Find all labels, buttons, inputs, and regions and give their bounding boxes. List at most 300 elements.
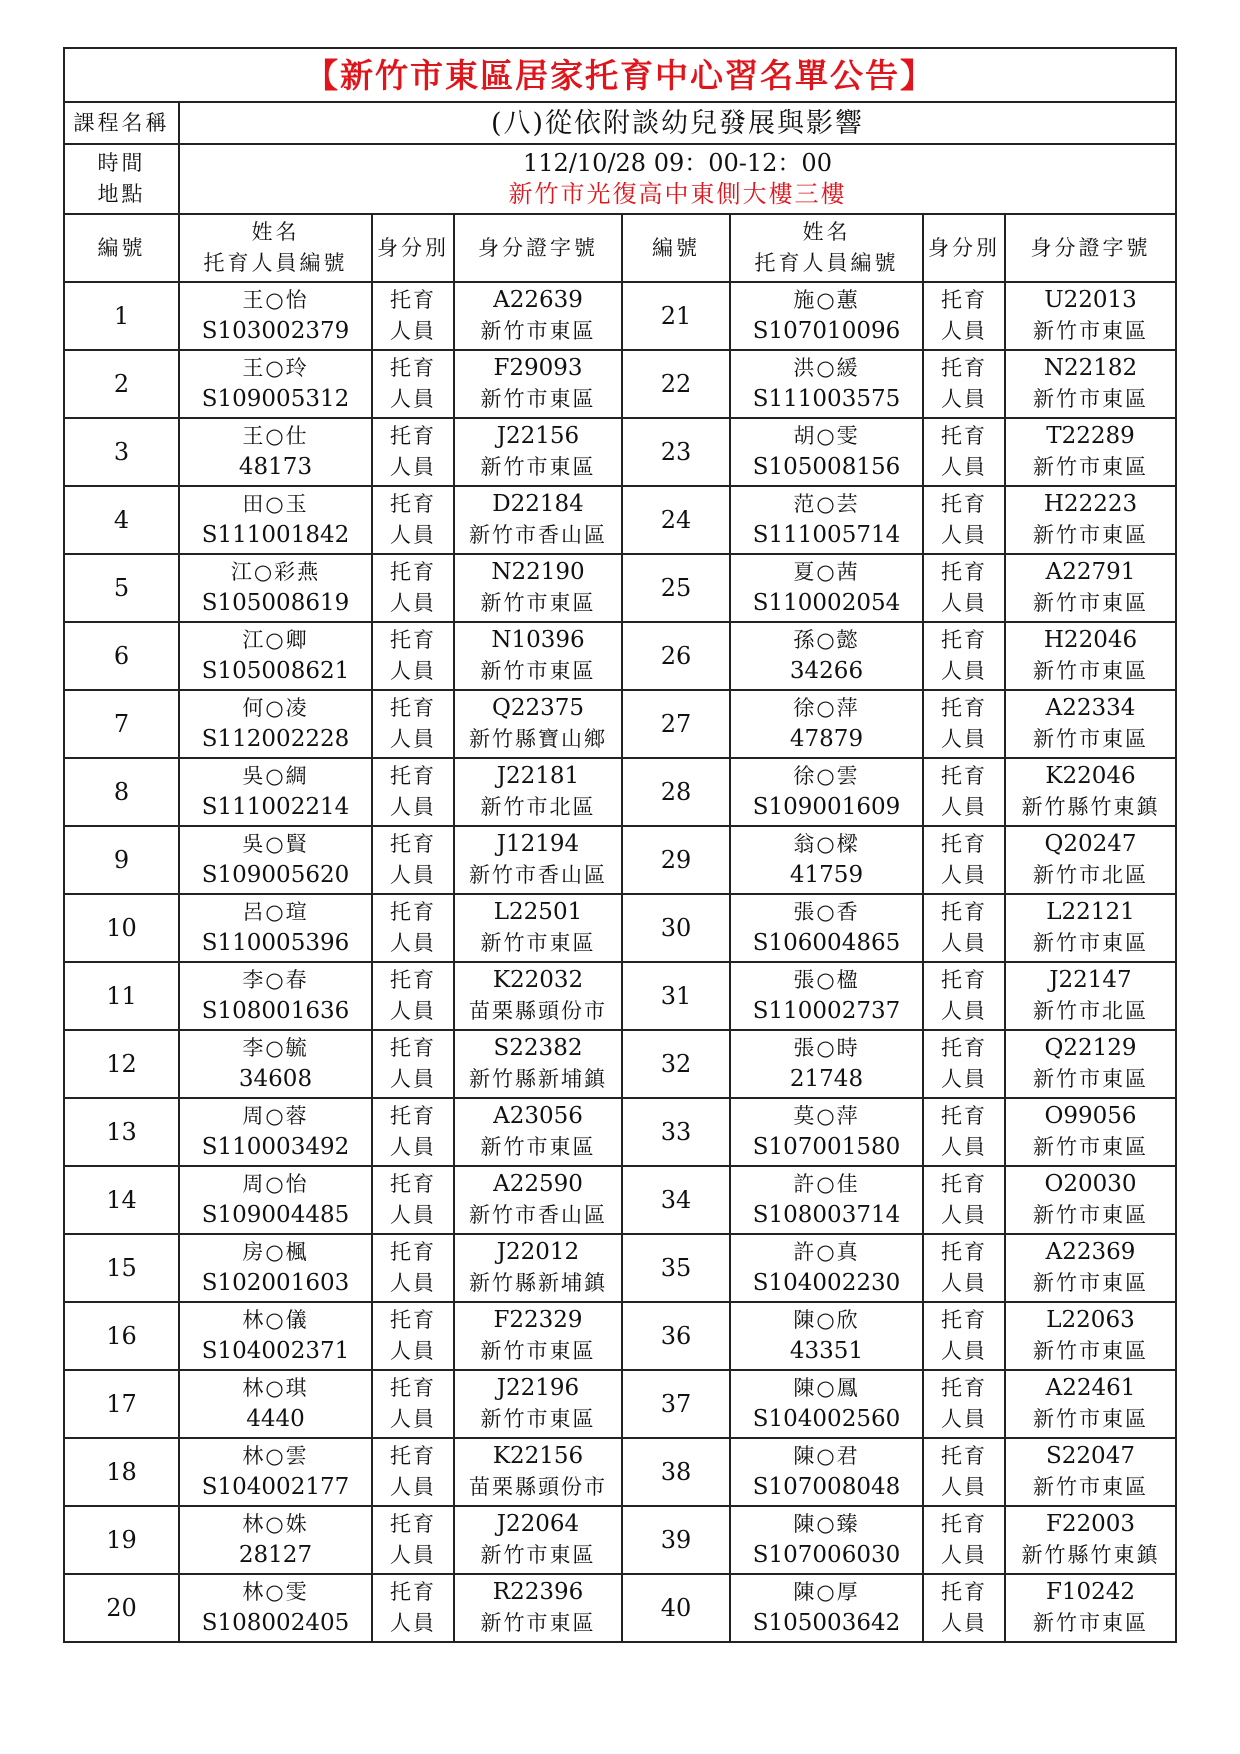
entry-name: 陳○君	[793, 1444, 860, 1468]
entry-number: 36	[622, 1302, 730, 1370]
entry-name-cell	[730, 962, 923, 1030]
entry-id-cell	[1005, 1234, 1176, 1302]
entry-identity-cell	[372, 1370, 454, 1438]
table-row	[64, 690, 1176, 758]
entry-name: 張○楹	[793, 968, 860, 992]
entry-name: 江○卿	[242, 628, 309, 652]
entry-id-cell	[1005, 554, 1176, 622]
entry-identity: 人員	[390, 863, 436, 887]
entry-id-no: H22046	[1043, 627, 1138, 653]
entry-area: 新竹縣竹東鎮	[1021, 1543, 1160, 1567]
entry-staff-code: S107008048	[752, 1474, 901, 1500]
entry-staff-code: S104002177	[201, 1474, 350, 1500]
entry-staff-code: S109005620	[201, 862, 350, 888]
entry-id-cell	[454, 690, 622, 758]
entry-identity: 人員	[390, 1339, 436, 1363]
entry-identity: 托育	[390, 492, 436, 516]
entry-name-cell	[730, 1302, 923, 1370]
entry-number: 38	[622, 1438, 730, 1506]
entry-name: 陳○鳳	[793, 1376, 860, 1400]
entry-id-cell	[1005, 1574, 1176, 1642]
entry-identity: 托育	[390, 1172, 436, 1196]
entry-id-cell	[1005, 826, 1176, 894]
entry-area: 苗栗縣頭份市	[469, 1475, 607, 1499]
entry-name-cell	[179, 690, 372, 758]
entry-name: 張○香	[793, 900, 860, 924]
entry-area: 新竹市東區	[1033, 319, 1148, 343]
entry-staff-code: S111005714	[752, 522, 901, 548]
entry-area: 新竹市東區	[480, 1543, 596, 1567]
entry-staff-code: S104002371	[201, 1338, 350, 1364]
table-row	[64, 1438, 1176, 1506]
table-row	[64, 622, 1176, 690]
entry-identity-cell	[923, 758, 1005, 826]
entry-area: 新竹縣新埔鎮	[469, 1271, 607, 1295]
entry-id-cell	[1005, 486, 1176, 554]
entry-number: 30	[622, 894, 730, 962]
entry-area: 新竹市東區	[480, 659, 596, 683]
entry-number: 18	[64, 1438, 179, 1506]
entry-area: 苗栗縣頭份市	[469, 999, 607, 1023]
entry-id-no: Q22129	[1044, 1035, 1137, 1061]
entry-id-no: A22791	[1045, 559, 1136, 585]
entry-id-cell	[454, 350, 622, 418]
entry-id-no: A22590	[493, 1171, 583, 1197]
entry-identity-cell	[923, 894, 1005, 962]
entry-name-cell	[730, 350, 923, 418]
entry-identity: 托育	[390, 1036, 436, 1060]
entry-name-cell	[179, 486, 372, 554]
entry-identity: 托育	[390, 1104, 436, 1128]
entry-identity-cell	[923, 1438, 1005, 1506]
entry-name-cell	[179, 1166, 372, 1234]
entry-area: 新竹縣竹東鎮	[1021, 795, 1160, 819]
entry-id-no: J22196	[496, 1375, 580, 1401]
entry-number: 37	[622, 1370, 730, 1438]
entry-identity: 托育	[941, 1240, 987, 1264]
entry-identity-cell	[923, 486, 1005, 554]
table-row	[64, 554, 1176, 622]
entry-id-no: F22329	[493, 1307, 583, 1333]
entry-identity-cell	[372, 962, 454, 1030]
entry-area: 新竹市香山區	[469, 863, 607, 887]
entry-id-cell	[1005, 962, 1176, 1030]
entry-name: 莫○萍	[793, 1104, 860, 1128]
entry-number: 8	[64, 758, 179, 826]
entry-name-cell	[730, 758, 923, 826]
entry-name-cell	[179, 894, 372, 962]
entry-name: 呂○瑄	[242, 900, 309, 924]
header-identity: 身分別	[923, 214, 1005, 282]
entry-identity: 人員	[941, 319, 987, 343]
entry-staff-code: S112002228	[201, 726, 350, 752]
entry-id-cell	[454, 282, 622, 350]
entry-staff-code: S105003642	[752, 1610, 901, 1636]
table-row	[64, 282, 1176, 350]
entry-area: 新竹市東區	[480, 591, 596, 615]
entry-id-no: N10396	[491, 627, 585, 653]
entry-identity: 托育	[941, 1308, 987, 1332]
entry-name-cell	[179, 282, 372, 350]
entry-identity-cell	[372, 894, 454, 962]
entry-area: 新竹市東區	[1033, 1067, 1148, 1091]
entry-id-cell	[1005, 1098, 1176, 1166]
table-row	[64, 1030, 1176, 1098]
entry-name-cell	[730, 826, 923, 894]
table-row	[64, 758, 1176, 826]
entry-staff-code: S108001636	[201, 998, 350, 1024]
entry-id-cell	[454, 894, 622, 962]
entry-id-no: L22501	[493, 899, 583, 925]
entry-id-no: N22182	[1043, 355, 1138, 381]
entry-staff-code: 47879	[789, 726, 864, 752]
entry-identity: 人員	[390, 591, 436, 615]
entry-staff-code: S105008621	[201, 658, 350, 684]
entry-number: 40	[622, 1574, 730, 1642]
entry-id-no: K22032	[492, 967, 584, 993]
entry-area: 新竹市東區	[1033, 1407, 1148, 1431]
entry-name: 施○蕙	[793, 288, 860, 312]
entry-staff-code: S109005312	[201, 386, 350, 412]
entry-number: 6	[64, 622, 179, 690]
entry-id-no: S22047	[1046, 1443, 1135, 1469]
entry-identity: 托育	[390, 696, 436, 720]
entry-identity: 人員	[941, 591, 987, 615]
page-title: 【新竹市東區居家托育中心習名單公告】	[64, 48, 1176, 102]
entry-name: 吳○賢	[242, 832, 309, 856]
entry-id-no: L22121	[1046, 899, 1135, 925]
entry-id-cell	[1005, 418, 1176, 486]
entry-name-cell	[730, 1098, 923, 1166]
entry-name-cell	[730, 1506, 923, 1574]
entry-number: 25	[622, 554, 730, 622]
entry-staff-code: S110002054	[752, 590, 901, 616]
entry-identity-cell	[372, 1506, 454, 1574]
entry-id-cell	[1005, 1302, 1176, 1370]
entry-name-cell	[730, 1234, 923, 1302]
entry-identity: 人員	[390, 727, 436, 751]
entry-name: 江○彩燕	[230, 560, 321, 584]
entry-area: 新竹市東區	[480, 1339, 596, 1363]
entry-name: 田○玉	[242, 492, 309, 516]
entry-name: 許○佳	[793, 1172, 860, 1196]
entry-identity: 托育	[390, 764, 436, 788]
entry-staff-code: 4440	[246, 1406, 305, 1432]
entry-area: 新竹市東區	[1033, 1271, 1148, 1295]
entry-id-no: F22003	[1045, 1511, 1136, 1537]
entry-name-cell	[730, 1438, 923, 1506]
entry-identity-cell	[372, 1438, 454, 1506]
entry-staff-code: 21748	[789, 1066, 864, 1092]
entry-number: 13	[64, 1098, 179, 1166]
entry-identity: 托育	[390, 288, 436, 312]
entry-name-cell	[179, 554, 372, 622]
entry-area: 新竹市東區	[1033, 1339, 1148, 1363]
entry-number: 26	[622, 622, 730, 690]
entry-id-cell	[1005, 1438, 1176, 1506]
entry-identity: 托育	[941, 764, 987, 788]
entry-id-cell	[454, 826, 622, 894]
entry-number: 33	[622, 1098, 730, 1166]
time-place-label	[64, 144, 179, 214]
entry-staff-code: S110005396	[201, 930, 350, 956]
entry-identity-cell	[372, 1302, 454, 1370]
time-label: 時間	[97, 151, 146, 175]
entry-id-cell	[454, 1302, 622, 1370]
entry-name: 李○春	[242, 968, 309, 992]
entry-identity: 托育	[941, 288, 987, 312]
entry-identity: 托育	[390, 1512, 436, 1536]
entry-id-no: L22063	[1046, 1307, 1135, 1333]
header-no: 編號	[64, 214, 179, 282]
entry-identity: 托育	[941, 1580, 987, 1604]
entry-identity: 人員	[941, 795, 987, 819]
entry-name-cell	[179, 962, 372, 1030]
entry-number: 29	[622, 826, 730, 894]
entry-identity-cell	[372, 1234, 454, 1302]
header-identity: 身分別	[372, 214, 454, 282]
entry-identity: 人員	[390, 931, 436, 955]
entry-identity-cell	[923, 282, 1005, 350]
entry-id-no: A22369	[1045, 1239, 1136, 1265]
entry-number: 12	[64, 1030, 179, 1098]
entry-identity: 人員	[390, 387, 436, 411]
entry-staff-code: S107001580	[752, 1134, 901, 1160]
entry-identity: 托育	[941, 628, 987, 652]
table-row	[64, 418, 1176, 486]
header-name	[179, 214, 372, 282]
entry-identity-cell	[372, 1030, 454, 1098]
entry-identity-cell	[923, 690, 1005, 758]
entry-staff-code: S111002214	[201, 794, 350, 820]
course-name: (八)從依附談幼兒發展與影響	[179, 102, 1176, 144]
entry-identity: 人員	[941, 1339, 987, 1363]
entry-area: 新竹市東區	[480, 931, 596, 955]
entry-identity: 托育	[941, 1104, 987, 1128]
entry-name: 林○琪	[242, 1376, 309, 1400]
entry-staff-code: S109004485	[201, 1202, 350, 1228]
entry-id-cell	[454, 1438, 622, 1506]
header-name	[730, 214, 923, 282]
table-row	[64, 1234, 1176, 1302]
entry-staff-code: 48173	[238, 454, 313, 480]
entry-identity-cell	[923, 962, 1005, 1030]
entry-name-cell	[179, 622, 372, 690]
roster-table	[63, 47, 1177, 1643]
entry-id-no: K22046	[1045, 763, 1136, 789]
entry-id-cell	[454, 1370, 622, 1438]
entry-name: 徐○萍	[793, 696, 860, 720]
entry-identity: 人員	[941, 455, 987, 479]
entry-area: 新竹市東區	[1033, 931, 1148, 955]
entry-id-no: J22147	[1049, 967, 1132, 993]
table-row	[64, 1166, 1176, 1234]
entry-name: 洪○緩	[793, 356, 860, 380]
entry-staff-code: S108002405	[201, 1610, 350, 1636]
entry-area: 新竹市東區	[480, 1407, 596, 1431]
entry-area: 新竹縣寶山鄉	[469, 727, 607, 751]
entry-name-cell	[179, 826, 372, 894]
entry-identity: 托育	[941, 832, 987, 856]
entry-number: 28	[622, 758, 730, 826]
entry-id-cell	[1005, 1370, 1176, 1438]
entry-identity: 托育	[390, 1376, 436, 1400]
table-row	[64, 962, 1176, 1030]
entry-name-cell	[730, 1030, 923, 1098]
entry-area: 新竹市北區	[480, 795, 596, 819]
entry-identity: 托育	[390, 628, 436, 652]
entry-id-no: J22064	[496, 1511, 580, 1537]
entry-name-cell	[179, 1506, 372, 1574]
entry-identity-cell	[372, 1574, 454, 1642]
entry-name-cell	[179, 1098, 372, 1166]
entry-identity-cell	[372, 554, 454, 622]
entry-area: 新竹市東區	[480, 1135, 596, 1159]
entry-id-no: A23056	[493, 1103, 583, 1129]
entry-name-cell	[730, 622, 923, 690]
entry-name-cell	[730, 690, 923, 758]
entry-identity: 托育	[941, 1172, 987, 1196]
entry-number: 9	[64, 826, 179, 894]
entry-staff-code: 28127	[238, 1542, 313, 1568]
entry-identity: 托育	[390, 1580, 436, 1604]
entry-name: 林○儀	[242, 1308, 309, 1332]
entry-id-cell	[454, 1506, 622, 1574]
entry-name: 周○怡	[242, 1172, 309, 1196]
entry-id-cell	[454, 554, 622, 622]
entry-identity: 人員	[390, 999, 436, 1023]
entry-staff-code: S110002737	[752, 998, 901, 1024]
entry-area: 新竹縣新埔鎮	[469, 1067, 607, 1091]
entry-id-no: R22396	[492, 1579, 584, 1605]
entry-name-cell	[179, 1438, 372, 1506]
entry-number: 23	[622, 418, 730, 486]
entry-id-no: J12194	[496, 831, 580, 857]
entry-number: 4	[64, 486, 179, 554]
entry-name: 林○姝	[242, 1512, 309, 1536]
entry-number: 39	[622, 1506, 730, 1574]
entry-identity: 人員	[941, 659, 987, 683]
entry-identity-cell	[372, 690, 454, 758]
entry-id-no: A22334	[1045, 695, 1136, 721]
entry-identity-cell	[923, 554, 1005, 622]
entry-id-cell	[1005, 758, 1176, 826]
entry-identity: 人員	[941, 387, 987, 411]
header-id-no: 身分證字號	[1005, 214, 1176, 282]
entry-staff-code: S107006030	[752, 1542, 901, 1568]
entry-staff-code: S108003714	[752, 1202, 901, 1228]
entry-name: 夏○茜	[793, 560, 860, 584]
entry-id-cell	[454, 1098, 622, 1166]
entry-identity-cell	[372, 1098, 454, 1166]
table-row	[64, 486, 1176, 554]
entry-name: 周○蓉	[242, 1104, 309, 1128]
entry-identity-cell	[923, 1574, 1005, 1642]
entry-identity: 人員	[390, 319, 436, 343]
session-place: 新竹市光復高中東側大樓三樓	[508, 180, 847, 208]
entry-identity: 托育	[941, 1512, 987, 1536]
table-row	[64, 1098, 1176, 1166]
entry-name-cell	[179, 1030, 372, 1098]
header-staff-id-label: 托育人員編號	[754, 251, 899, 275]
entry-identity-cell	[372, 1166, 454, 1234]
entry-identity: 人員	[941, 1543, 987, 1567]
entry-name-cell	[730, 1370, 923, 1438]
entry-name: 王○玲	[242, 356, 309, 380]
entry-name-cell	[730, 554, 923, 622]
entry-id-cell	[1005, 1506, 1176, 1574]
entry-number: 27	[622, 690, 730, 758]
entry-identity: 托育	[941, 1376, 987, 1400]
entry-id-cell	[1005, 282, 1176, 350]
entry-id-no: N22190	[491, 559, 585, 585]
entry-id-no: A22639	[493, 287, 583, 313]
entry-identity: 人員	[390, 1135, 436, 1159]
entry-name-cell	[179, 1302, 372, 1370]
entry-number: 16	[64, 1302, 179, 1370]
entry-area: 新竹市香山區	[469, 1203, 607, 1227]
entry-identity: 人員	[941, 1203, 987, 1227]
entry-identity: 托育	[941, 1444, 987, 1468]
entry-id-cell	[1005, 1166, 1176, 1234]
entry-id-no: O99056	[1044, 1103, 1137, 1129]
entry-id-no: Q22375	[491, 695, 585, 721]
header-id-no: 身分證字號	[454, 214, 622, 282]
entry-identity-cell	[923, 1506, 1005, 1574]
entry-number: 34	[622, 1166, 730, 1234]
entry-id-no: J22181	[496, 763, 580, 789]
entry-identity: 托育	[390, 424, 436, 448]
entry-id-no: F10242	[1045, 1579, 1136, 1605]
entry-name: 林○雲	[242, 1444, 309, 1468]
entry-id-no: U22013	[1044, 287, 1137, 313]
table-row	[64, 894, 1176, 962]
entry-identity-cell	[923, 1234, 1005, 1302]
entry-staff-code: 34608	[238, 1066, 313, 1092]
entry-name: 吳○綢	[242, 764, 309, 788]
table-row	[64, 826, 1176, 894]
entry-identity-cell	[372, 826, 454, 894]
entry-id-cell	[1005, 690, 1176, 758]
entry-id-cell	[1005, 350, 1176, 418]
entry-area: 新竹市東區	[480, 319, 596, 343]
header-name-label: 姓名	[802, 220, 851, 244]
entry-id-cell	[454, 622, 622, 690]
entry-id-no: J22012	[496, 1239, 580, 1265]
entry-identity-cell	[372, 486, 454, 554]
entry-name: 陳○欣	[793, 1308, 860, 1332]
entry-name: 房○楓	[242, 1240, 309, 1264]
entry-name-cell	[730, 1574, 923, 1642]
header-staff-id-label: 托育人員編號	[203, 251, 348, 275]
entry-area: 新竹市東區	[1033, 1611, 1148, 1635]
entry-identity: 托育	[390, 900, 436, 924]
entry-id-cell	[1005, 1030, 1176, 1098]
entry-area: 新竹市香山區	[469, 523, 607, 547]
entry-name: 李○毓	[242, 1036, 309, 1060]
entry-staff-code: S104002560	[752, 1406, 901, 1432]
entry-area: 新竹市東區	[480, 455, 596, 479]
entry-area: 新竹市東區	[480, 1611, 596, 1635]
entry-id-cell	[454, 1030, 622, 1098]
entry-identity: 人員	[390, 1203, 436, 1227]
entry-identity: 人員	[941, 1407, 987, 1431]
entry-staff-code: S102001603	[201, 1270, 350, 1296]
entry-identity-cell	[923, 1166, 1005, 1234]
entry-identity: 托育	[941, 492, 987, 516]
entry-staff-code: S107010096	[752, 318, 901, 344]
entry-identity-cell	[923, 622, 1005, 690]
